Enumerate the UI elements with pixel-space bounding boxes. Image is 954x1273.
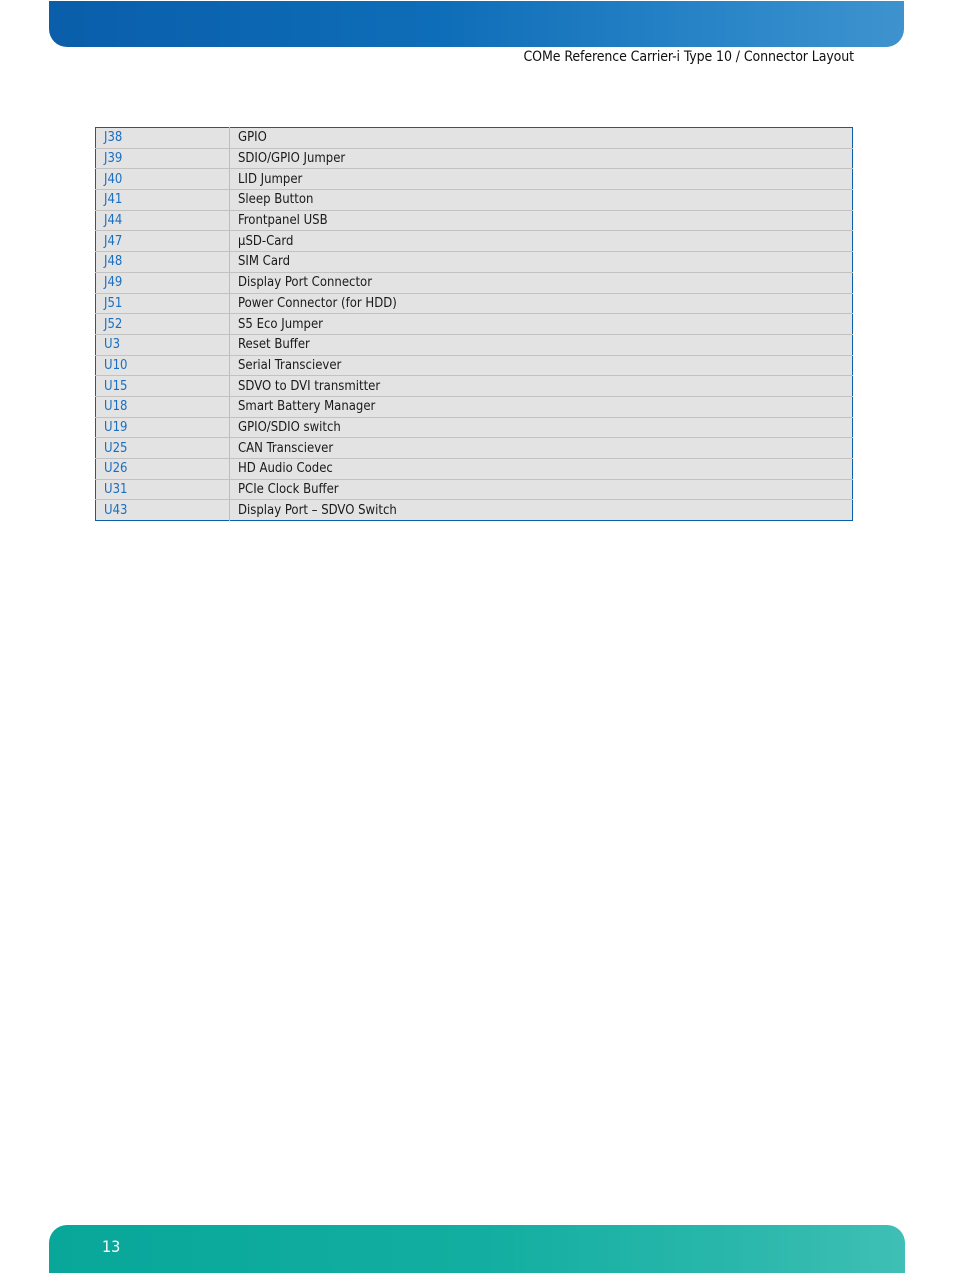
table-row	[96, 376, 853, 397]
connector-ref-link[interactable]: U19	[96, 417, 230, 438]
connector-ref-link[interactable]: U43	[96, 500, 230, 521]
connector-description: Serial Transciever	[230, 355, 853, 376]
table-row	[96, 128, 853, 149]
connector-description: GPIO/SDIO switch	[230, 417, 853, 438]
connector-table	[95, 127, 853, 521]
table-row	[96, 252, 853, 273]
connector-ref-link[interactable]: U18	[96, 396, 230, 417]
connector-description: µSD-Card	[230, 231, 853, 252]
connector-description: Sleep Button	[230, 190, 853, 211]
connector-description: Power Connector (for HDD)	[230, 293, 853, 314]
connector-ref-link[interactable]: J48	[96, 252, 230, 273]
connector-description: CAN Transciever	[230, 438, 853, 459]
table-row	[96, 355, 853, 376]
connector-ref-link[interactable]: J47	[96, 231, 230, 252]
table-row	[96, 479, 853, 500]
connector-description: SDIO/GPIO Jumper	[230, 148, 853, 169]
table-row	[96, 417, 853, 438]
table-row	[96, 272, 853, 293]
connector-description: HD Audio Codec	[230, 459, 853, 480]
connector-ref-link[interactable]: J49	[96, 272, 230, 293]
table-row	[96, 169, 853, 190]
table-row	[96, 293, 853, 314]
table-row	[96, 459, 853, 480]
connector-description: Frontpanel USB	[230, 210, 853, 231]
connector-description: S5 Eco Jumper	[230, 314, 853, 335]
connector-ref-link[interactable]: U25	[96, 438, 230, 459]
table-row	[96, 438, 853, 459]
table-row	[96, 396, 853, 417]
table-row	[96, 231, 853, 252]
table-row	[96, 314, 853, 335]
connector-description: GPIO	[230, 128, 853, 149]
connector-ref-link[interactable]: U31	[96, 479, 230, 500]
document-title: COMe Reference Carrier-i Type 10 / Connector Layout	[523, 49, 854, 65]
connector-ref-link[interactable]: J51	[96, 293, 230, 314]
table-row	[96, 334, 853, 355]
connector-ref-link[interactable]: J44	[96, 210, 230, 231]
footer-banner	[49, 1225, 905, 1273]
page-number: 13	[102, 1237, 121, 1256]
table-row	[96, 190, 853, 211]
connector-ref-link[interactable]: U3	[96, 334, 230, 355]
connector-ref-link[interactable]: U26	[96, 459, 230, 480]
connector-ref-link[interactable]: U10	[96, 355, 230, 376]
connector-description: Reset Buffer	[230, 334, 853, 355]
connector-description: Display Port Connector	[230, 272, 853, 293]
connector-ref-link[interactable]: J41	[96, 190, 230, 211]
connector-description: SIM Card	[230, 252, 853, 273]
connector-ref-link[interactable]: J52	[96, 314, 230, 335]
table-row	[96, 148, 853, 169]
connector-ref-link[interactable]: J38	[96, 128, 230, 149]
header-banner	[49, 1, 904, 47]
connector-description: Smart Battery Manager	[230, 396, 853, 417]
connector-description: PCIe Clock Buffer	[230, 479, 853, 500]
connector-ref-link[interactable]: U15	[96, 376, 230, 397]
table-row	[96, 500, 853, 521]
connector-description: LID Jumper	[230, 169, 853, 190]
table-row	[96, 210, 853, 231]
connector-ref-link[interactable]: J40	[96, 169, 230, 190]
connector-description: SDVO to DVI transmitter	[230, 376, 853, 397]
connector-description: Display Port – SDVO Switch	[238, 502, 397, 518]
connector-ref-link[interactable]: J39	[96, 148, 230, 169]
